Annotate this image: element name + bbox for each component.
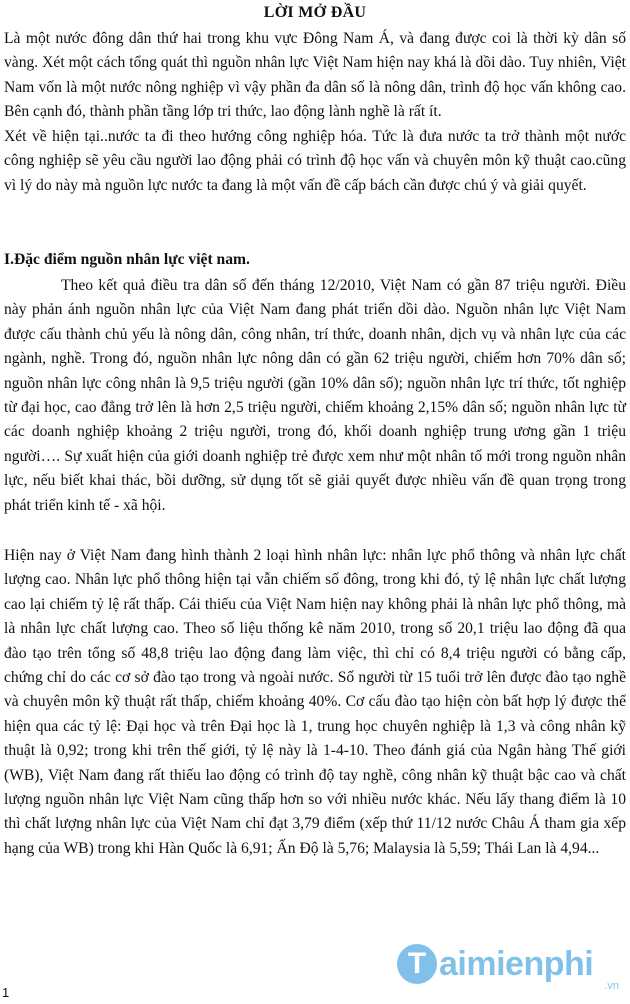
section-paragraph-1: Theo kết quả điều tra dân số đến tháng 12/2010, Việt Nam có gần 87 triệu người. Điều này phản ánh nguồn nhân lực của Việt Nam đang phát triển dồi dào. Nguồn nhân lực Việt Nam được cấu thành chủ yếu là nông dân, công nhân, trí thức, doanh nhân, dịch vụ và nhân lực của các ngành, nghề. Trong đó, nguồn nhân lực nông dân có gần 62 triệu người, chiếm hơn 70% dân số; nguồn nhân lực công nhân là 9,5 triệu người (gần 10% dân số); nguồn nhân lực trí thức, tốt nghiệp từ đại học, cao đẳng trở lên là hơn 2,5 triệu người, chiếm khoảng 2,15% dân số; nguồn nhân lực từ các doanh nghiệp khoảng 2 triệu người, trong đó, khối doanh nghiệp trung ương gần 1 triệu người…. Sự xuất hiện của giới doanh nghiệp trẻ được xem như một nhân tố mới trong nguồn nhân lực, nếu biết khai thác, bồi dưỡng, sử dụng tốt sẽ giải quyết được nhiều vấn đề quan trọng trong phát triển kinh tế - xã hội. <box>4 277 626 514</box>
logo-text: aimienphi <box>439 944 594 983</box>
intro-paragraph-1: Là một nước đông dân thứ hai trong khu vực Đông Nam Á, và đang được coi là thời kỳ dân số vàng. Xét một cách tổng quát thì nguồn nhân lực Việt Nam hiện nay khá là dồi dào. Tuy nhiên, Việt Nam vốn là một nước nông nghiệp vì vậy phần đa dân số là nông dân, trình độ học vấn không cao. Bên cạnh đó, thành phần tầng lớp tri thức, lao động lành nghề là rất ít. <box>4 30 626 121</box>
document-title: LỜI MỞ ĐẦU <box>263 4 367 21</box>
section-heading: I.Đặc điểm nguồn nhân lực việt nam. <box>4 251 250 268</box>
section-paragraph-2: Hiện nay ở Việt Nam đang hình thành 2 loại hình nhân lực: nhân lực phổ thông và nhân lực chất lượng cao. Nhân lực phổ thông hiện tại vẫn chiếm số đông, trong khi đó, tỷ lệ nhân lực chất lượng cao lại chiếm tỷ lệ rất thấp. Cái thiếu của Việt Nam hiện nay không phải là nhân lực phổ thông, mà là nhân lực chất lượng cao. Theo số liệu thống kê năm 2010, trong số 20,1 triệu lao động đã qua đào tạo trên tổng số 48,8 triệu lao động đang làm việc, thì chỉ có 8,4 triệu người có bằng cấp, chứng chỉ do các cơ sở đào tạo trong và ngoài nước. Số người từ 15 tuổi trở lên được đào tạo nghề và chuyên môn kỹ thuật rất thấp, chiếm khoảng 40%. Cơ cấu đào tạo hiện còn bất hợp lý được thể hiện qua các tỷ lệ: Đại học và trên Đại học là 1, trung học chuyên nghiệp là 1,3 và công nhân kỹ thuật là 0,92; trong khi trên thế giới, tỷ lệ này là 1-4-10. Theo đánh giá của Ngân hàng Thế giới (WB), Việt Nam đang rất thiếu lao động có trình độ tay nghề, công nhân kỹ thuật bậc cao và chất lượng nguồn nhân lực Việt Nam cũng thấp hơn so với nhiều nước khác. Nếu lấy thang điểm là 10 thì chất lượng nhân lực của Việt Nam chỉ đạt 3,79 điểm (xếp thứ 11/12 nước Châu Á tham gia xếp hạng của WB) trong khi Hàn Quốc là 6,91; Ấn Độ là 5,76; Malaysia là 5,59; Thái Lan là 4,94... <box>4 547 626 857</box>
page-number: 1 <box>2 985 10 1000</box>
logo-icon: T <box>397 944 437 984</box>
intro-paragraph-2: Xét về hiện tại..nước ta đi theo hướng công nghiệp hóa. Tức là đưa nước ta trở thành một nước công nghiệp sẽ yêu cầu người lao động phải có trình độ học vấn và chuyên môn kỹ thuật cao.cũng vì lý do này mà nguồn lực nước ta đang là một vấn đề cấp bách cần được chú ý và giải quyết. <box>4 128 626 194</box>
logo-suffix: .vn <box>604 980 619 992</box>
watermark-logo <box>397 934 627 994</box>
